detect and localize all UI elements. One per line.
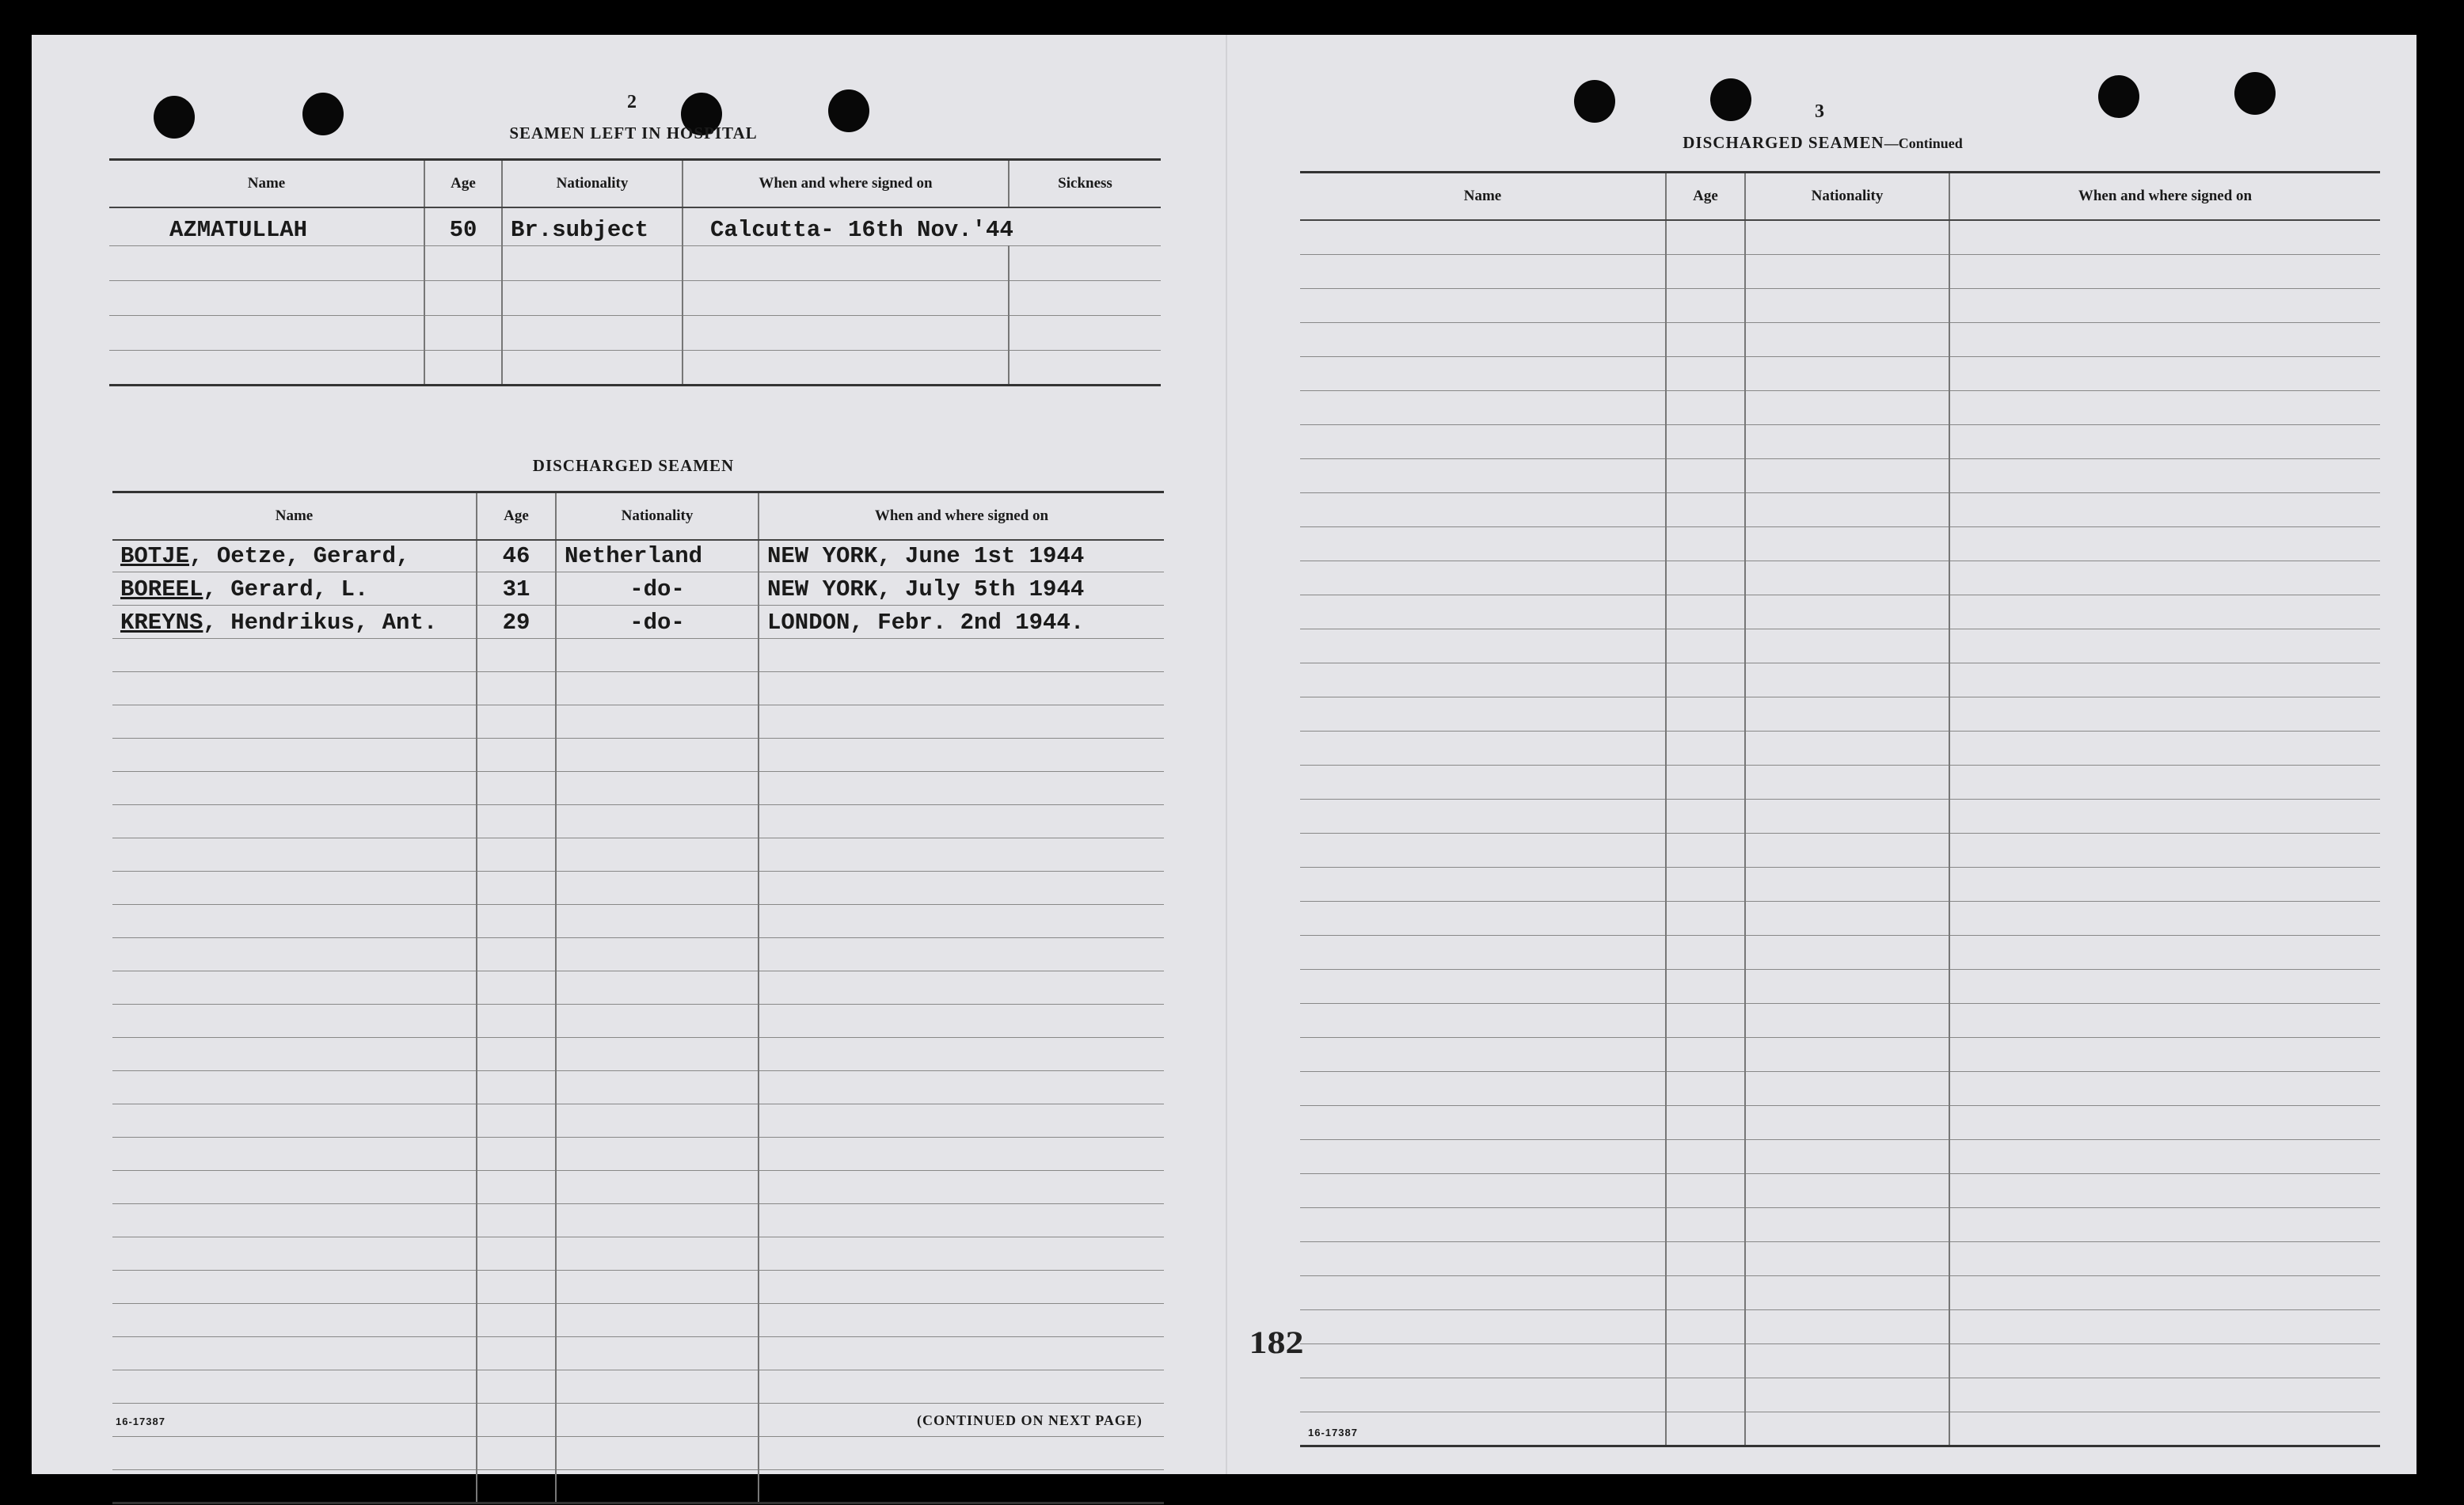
header-name: Name — [1300, 173, 1666, 221]
cell-name: AZMATULLAH — [109, 207, 424, 245]
cell-age: 29 — [477, 605, 556, 638]
punch-hole — [1710, 78, 1751, 121]
table-row — [112, 540, 1164, 572]
cell-name — [112, 572, 477, 605]
document-sheet — [32, 35, 2416, 1474]
cell-nationality: Br.subject — [502, 207, 683, 245]
header-nationality: Nationality — [556, 492, 759, 541]
header-nationality: Nationality — [1745, 173, 1949, 221]
header-signed-on: When and where signed on — [683, 160, 1009, 208]
table-row — [109, 245, 1161, 280]
header-nationality: Nationality — [502, 160, 683, 208]
header-name: Name — [112, 492, 477, 541]
table-row — [109, 350, 1161, 385]
discharged-table — [112, 491, 1164, 1504]
cell-nationality: -do- — [556, 605, 759, 638]
cell-given-names: , Gerard, L. — [203, 576, 369, 602]
right-form-number: 16-17387 — [1308, 1427, 1358, 1438]
table-row — [109, 315, 1161, 350]
punch-hole — [2098, 75, 2139, 118]
left-form-number: 16-17387 — [116, 1416, 165, 1427]
header-age: Age — [424, 160, 502, 208]
discharged-continued-title — [1683, 133, 1962, 153]
discharged-header-row — [112, 492, 1164, 541]
header-name: Name — [109, 160, 424, 208]
cell-given-names: , Oetze, Gerard, — [189, 542, 410, 569]
punch-hole — [828, 89, 869, 132]
cell-surname: KREYNS — [120, 609, 203, 636]
discharged-continued-suffix: —Continued — [1884, 135, 1963, 151]
continued-note: (CONTINUED ON NEXT PAGE) — [917, 1412, 1143, 1428]
left-page-number: 2 — [627, 92, 637, 112]
discharged-section-title: DISCHARGED SEAMEN — [532, 456, 735, 475]
right-page-number: 3 — [1815, 101, 1824, 122]
cell-name — [112, 605, 477, 638]
punch-hole — [154, 96, 195, 139]
cell-age: 50 — [424, 207, 502, 245]
hospital-section-title: SEAMEN LEFT IN HOSPITAL — [509, 124, 758, 143]
continued-header-row — [1300, 173, 2380, 221]
cell-age: 31 — [477, 572, 556, 605]
discharged-continued-table — [1300, 171, 2380, 1447]
cell-surname: BOREEL — [120, 576, 203, 602]
page-fold — [1226, 35, 1227, 1474]
table-row — [109, 207, 1161, 245]
cell-age: 46 — [477, 540, 556, 572]
table-row — [112, 572, 1164, 605]
cell-nationality: -do- — [556, 572, 759, 605]
header-signed-on: When and where signed on — [1949, 173, 2380, 221]
cell-surname: BOTJE — [120, 542, 190, 569]
cell-signed-on: Calcutta- 16th Nov.'44 — [683, 207, 1161, 245]
table-row — [112, 605, 1164, 638]
header-age: Age — [477, 492, 556, 541]
header-signed-on: When and where signed on — [759, 492, 1164, 541]
blank-rows — [1300, 220, 2380, 1446]
cell-signed-on: NEW YORK, June 1st 1944 — [759, 540, 1164, 572]
punch-hole — [302, 93, 344, 135]
blank-rows — [112, 638, 1164, 1503]
punch-hole — [2234, 72, 2276, 115]
page-stamp-number: 182 — [1249, 1324, 1304, 1360]
punch-hole — [1574, 80, 1615, 123]
cell-nationality: Netherland — [556, 540, 759, 572]
header-age: Age — [1666, 173, 1745, 221]
discharged-continued-title-main: DISCHARGED SEAMEN — [1683, 133, 1884, 152]
cell-name — [112, 540, 477, 572]
cell-signed-on: LONDON, Febr. 2nd 1944. — [759, 605, 1164, 638]
cell-given-names: , Hendrikus, Ant. — [203, 609, 438, 636]
hospital-table — [109, 158, 1161, 386]
table-row — [109, 280, 1161, 315]
cell-signed-on: NEW YORK, July 5th 1944 — [759, 572, 1164, 605]
hospital-header-row — [109, 160, 1161, 208]
header-sickness: Sickness — [1009, 160, 1161, 208]
